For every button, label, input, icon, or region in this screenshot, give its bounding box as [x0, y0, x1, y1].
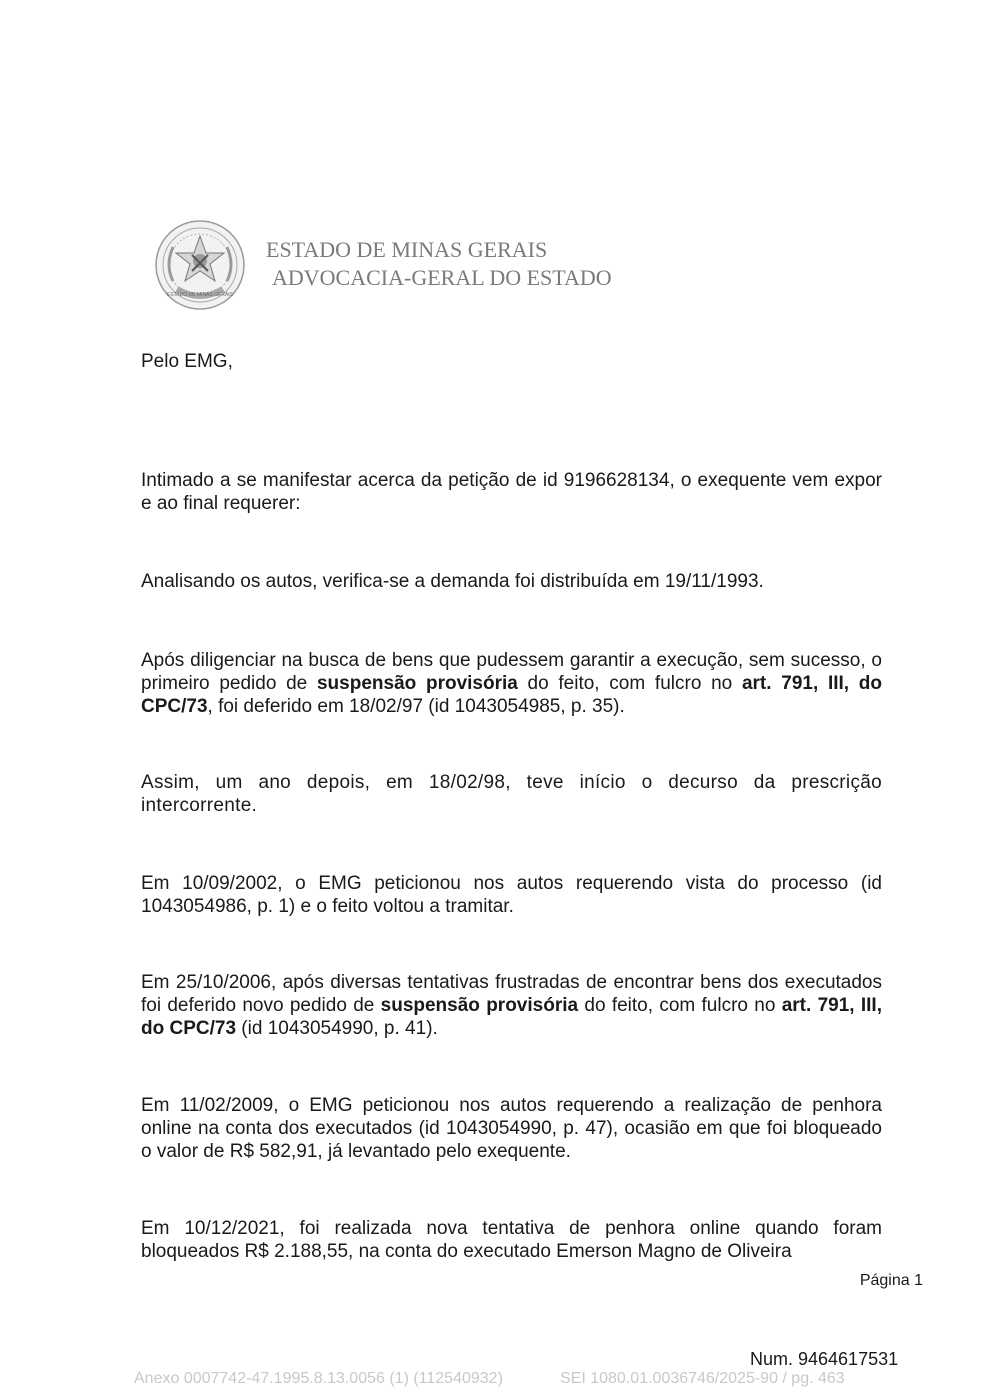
header-state-name: ESTADO DE MINAS GERAIS [266, 237, 548, 262]
footer-annex-reference: Anexo 0007742-47.1995.8.13.0056 (1) (112540932) [134, 1370, 503, 1387]
paragraph-6-bold-1: suspensão provisória [380, 995, 579, 1016]
state-seal-icon [155, 219, 245, 311]
paragraph-3-bold-1: suspensão provisória [316, 673, 518, 694]
paragraph-3-bold-2: art. 791, III, do CPC/73 [141, 673, 882, 717]
paragraph-2: Analisando os autos, verifica-se a demanda foi distribuída em 19/11/1993. [141, 571, 764, 592]
paragraph-6-text-2: do feito, com fulcro no [578, 995, 782, 1016]
paragraph-6-bold-2: art. 791, III, do CPC/73 [141, 995, 882, 1039]
document-number: Num. 9464617531 [750, 1349, 899, 1369]
seal-text: ESTADO DE MINAS GERAIS [166, 292, 234, 298]
paragraph-4: Assim, um ano depois, em 18/02/98, teve início o decurso da prescrição intercorrente. [141, 772, 882, 816]
paragraph-1: Intimado a se manifestar acerca da petição de id 9196628134, o exequente vem expor e ao final requerer: [141, 470, 882, 514]
header-agency-name: ADVOCACIA-GERAL DO ESTADO [272, 265, 612, 290]
paragraph-6 [141, 971, 882, 1040]
document-header [266, 236, 612, 292]
paragraph-5: Em 10/09/2002, o EMG peticionou nos autos requerendo vista do processo (id 1043054986, p. 1) e o feito voltou a tramitar. [141, 873, 882, 917]
paragraph-3-text-2: do feito, com fulcro no [517, 673, 742, 694]
paragraph-7: Em 11/02/2009, o EMG peticionou nos autos requerendo a realização de penhora online na conta dos executados (id 1043054990, p. 47), ocasião em que foi bloqueado o valor de R$ 582,91, já levantado pelo exequente. [141, 1095, 882, 1162]
paragraph-3-text-1: Após diligenciar na busca de bens que pudessem garantir a execução, sem sucesso, o primeiro pedido de [141, 650, 882, 694]
paragraph-8: Em 10/12/2021, foi realizada nova tentativa de penhora online quando foram bloqueados R$ 2.188,55, na conta do executado Emerson Magno de Oliveira [141, 1218, 882, 1262]
paragraph-3-text-3: , foi deferido em 18/02/97 (id 1043054985, p. 35). [207, 696, 625, 717]
footer-sei-reference: SEI 1080.01.0036746/2025-90 / pg. 463 [560, 1370, 845, 1387]
page-number: Página 1 [859, 1272, 923, 1289]
salutation: Pelo EMG, [141, 351, 233, 372]
paragraph-6-text-1: Em 25/10/2006, após diversas tentativas frustradas de encontrar bens dos executados foi deferido novo pedido de [141, 972, 882, 1016]
paragraph-6-text-3: (id 1043054990, p. 41). [236, 1018, 438, 1039]
paragraph-3 [141, 649, 882, 718]
